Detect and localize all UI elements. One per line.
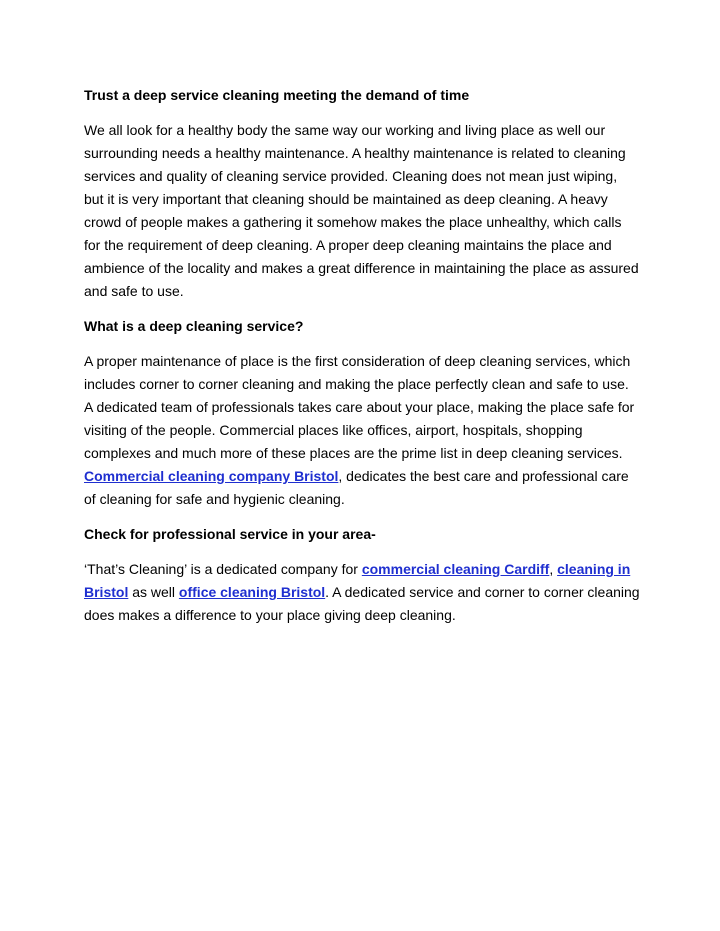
- section-paragraph-check: [84, 558, 640, 627]
- link-office-cleaning-bristol[interactable]: office cleaning Bristol: [178, 584, 326, 600]
- link-cleaning-in-bristol[interactable]: cleaning in Bristol: [84, 561, 631, 600]
- link-commercial-cleaning-company-bristol[interactable]: Commercial cleaning company Bristol: [84, 468, 339, 484]
- section-heading-check: Check for professional service in your area-: [84, 526, 376, 542]
- link-commercial-cleaning-cardiff[interactable]: commercial cleaning Cardiff: [361, 561, 550, 577]
- paragraph-text: ,: [549, 561, 558, 577]
- paragraph-text: , dedicates the best care and professional care of cleaning for safe and hygienic cleaning.: [84, 468, 629, 507]
- paragraph-text: . A dedicated service and corner to corner cleaning does makes a difference to your place giving deep cleaning.: [84, 584, 640, 623]
- section-paragraph-intro: We all look for a healthy body the same way our working and living place as well our surrounding needs a healthy maintenance. A healthy maintenance is related to cleaning services and quality of cleaning service provided. Cleaning does not mean just wiping, but it is very important that cleaning should be maintained as deep cleaning. A heavy crowd of people makes a gathering it somehow makes the place unhealthy, which calls for the requirement of deep cleaning. A proper deep cleaning maintains the place and ambience of the locality and makes a great difference in maintaining the place as assured and safe to use.: [84, 122, 639, 299]
- section-paragraph-what-is: [84, 350, 640, 511]
- section-heading-what-is: What is a deep cleaning service?: [84, 318, 304, 334]
- paragraph-text: as well: [128, 584, 179, 600]
- section-heading-trust: Trust a deep service cleaning meeting the demand of time: [84, 87, 470, 103]
- paragraph-text: A proper maintenance of place is the first consideration of deep cleaning services, which includes corner to corner cleaning and making the place perfectly clean and safe to use. A dedicated team of professionals takes care about your place, making the place safe for visiting of the people. Commercial places like offices, airport, hospitals, shopping complexes and much more of these places are the prime list in deep cleaning services.: [84, 353, 635, 461]
- paragraph-text: ‘That’s Cleaning’ is a dedicated company for: [84, 561, 362, 577]
- document-page: [84, 84, 640, 639]
